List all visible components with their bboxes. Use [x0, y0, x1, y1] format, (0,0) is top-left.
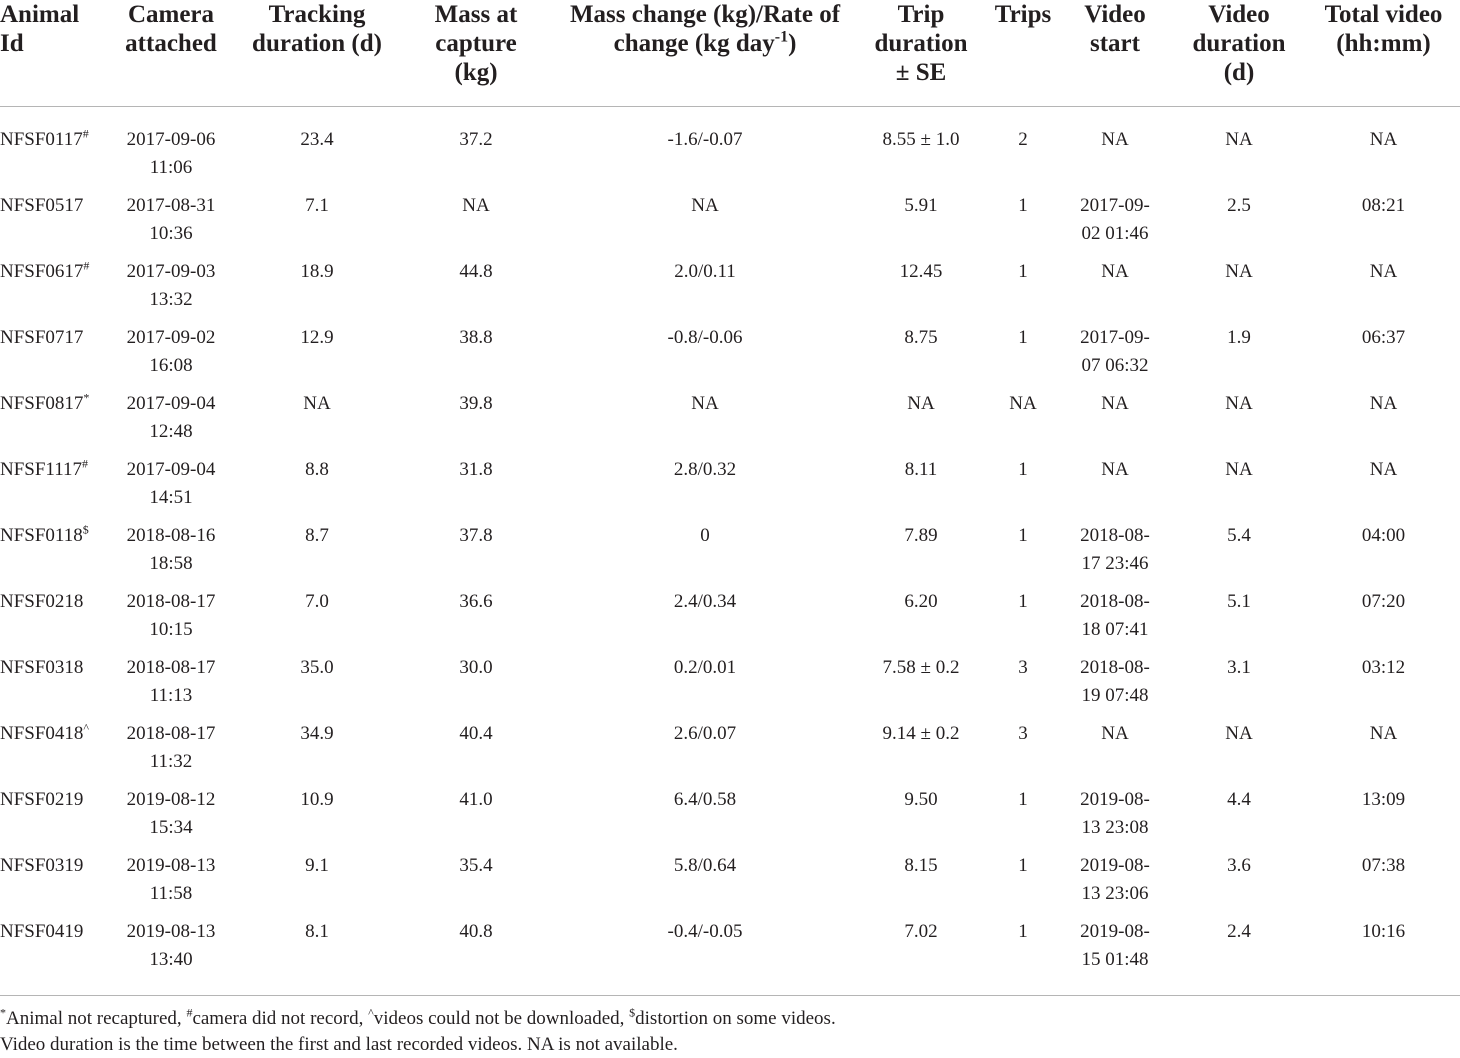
- cell-camera-attached: [105, 107, 237, 193]
- cell-video-start: [1059, 786, 1171, 852]
- cell-video-duration: NA: [1225, 459, 1253, 480]
- video-start-line: 13 23:06: [1081, 883, 1149, 904]
- cell-camera-attached: [105, 654, 237, 720]
- cell-mass-at-capture: 41.0: [459, 789, 493, 810]
- header-line: Trips: [994, 1, 1052, 28]
- header-line: Mass at: [434, 1, 518, 28]
- cell-video-duration: NA: [1225, 393, 1253, 414]
- cell-trips: 1: [1018, 855, 1028, 876]
- cell-video-start: [1059, 107, 1171, 193]
- footnote-symbol: #: [186, 1005, 193, 1020]
- cell-trip-duration: 8.11: [904, 459, 938, 480]
- cell-tracking-duration: 8.1: [305, 921, 329, 942]
- animal-id: NFSF0219: [0, 789, 84, 810]
- header-line: duration (d): [252, 30, 382, 57]
- column-header: [105, 0, 237, 107]
- video-start-line: 18 07:41: [1081, 619, 1149, 640]
- cell-animal-id: [0, 918, 105, 984]
- column-header: [1307, 0, 1460, 107]
- cell-video-duration: 3.6: [1227, 855, 1251, 876]
- video-start-line: 2018-08-: [1080, 657, 1150, 678]
- footnote-symbols: [0, 1006, 1460, 1032]
- cell-video-duration: 5.1: [1227, 591, 1251, 612]
- table-body: [0, 107, 1460, 985]
- cell-total-video: 10:16: [1361, 921, 1406, 942]
- cell-video-duration: NA: [1225, 723, 1253, 744]
- cell-mass-change: -0.8/-0.06: [667, 327, 743, 348]
- camera-date: 2018-08-16: [126, 525, 216, 546]
- cell-trip-duration: 5.91: [904, 195, 938, 216]
- table-row: [0, 852, 1460, 918]
- video-start-line: 19 07:48: [1081, 685, 1149, 706]
- cell-tracking-duration: 23.4: [300, 129, 334, 150]
- header-line: Tracking: [268, 1, 366, 28]
- cell-animal-id: [0, 258, 105, 324]
- cell-trips: 1: [1018, 789, 1028, 810]
- animal-id: NFSF0117: [0, 129, 83, 150]
- cell-trip-duration: 6.20: [904, 591, 938, 612]
- cell-trip-duration: 12.45: [899, 261, 943, 282]
- cell-camera-attached: [105, 522, 237, 588]
- cell-video-start: [1059, 918, 1171, 984]
- cell-mass-change: 2.8/0.32: [673, 459, 737, 480]
- cell-video-start: [1059, 324, 1171, 390]
- header-line: ): [788, 30, 797, 57]
- table-row: [0, 456, 1460, 522]
- cell-camera-attached: [105, 852, 237, 918]
- cell-total-video: NA: [1369, 129, 1398, 150]
- cell-mass-change: 0.2/0.01: [673, 657, 737, 678]
- camera-time: 15:34: [149, 817, 193, 838]
- cell-trip-duration: 7.89: [904, 525, 938, 546]
- video-start-line: NA: [1101, 129, 1129, 150]
- cell-animal-id: [0, 324, 105, 390]
- camera-date: 2017-09-03: [126, 261, 216, 282]
- header-line: (d): [1223, 59, 1255, 86]
- cell-camera-attached: [105, 390, 237, 456]
- camera-time: 13:32: [149, 289, 193, 310]
- cell-mass-change: 6.4/0.58: [673, 789, 737, 810]
- footnote-mark: ^: [83, 720, 90, 735]
- cell-camera-attached: [105, 786, 237, 852]
- cell-animal-id: [0, 522, 105, 588]
- cell-total-video: NA: [1369, 393, 1398, 414]
- column-header: [987, 0, 1059, 107]
- cell-trip-duration: NA: [907, 393, 935, 414]
- column-header: [1059, 0, 1171, 107]
- camera-time: 11:32: [149, 751, 193, 772]
- cell-mass-at-capture: 30.0: [459, 657, 493, 678]
- camera-time: 11:06: [149, 157, 193, 178]
- cell-total-video: 06:37: [1361, 327, 1406, 348]
- footnote-mark: #: [83, 258, 90, 273]
- header-line: ± SE: [895, 59, 947, 86]
- cell-mass-at-capture: 39.8: [459, 393, 493, 414]
- video-start-line: NA: [1101, 723, 1129, 744]
- animal-id: NFSF0517: [0, 195, 84, 216]
- cell-animal-id: [0, 588, 105, 654]
- video-start-line: NA: [1101, 261, 1129, 282]
- cell-animal-id: [0, 786, 105, 852]
- header-line: Camera: [127, 1, 215, 28]
- animal-id: NFSF0617: [0, 261, 84, 282]
- cell-mass-at-capture: 44.8: [459, 261, 493, 282]
- cell-mass-at-capture: 36.6: [459, 591, 493, 612]
- cell-tracking-duration: 7.0: [305, 591, 329, 612]
- cell-animal-id: [0, 107, 105, 193]
- camera-date: 2017-09-04: [126, 459, 216, 480]
- table-row: [0, 588, 1460, 654]
- cell-video-start: [1059, 456, 1171, 522]
- video-start-line: 15 01:48: [1081, 949, 1149, 970]
- cell-mass-at-capture: 40.8: [459, 921, 493, 942]
- cell-camera-attached: [105, 258, 237, 324]
- table-row: [0, 390, 1460, 456]
- cell-tracking-duration: 18.9: [300, 261, 334, 282]
- cell-total-video: 07:20: [1361, 591, 1406, 612]
- header-line: (kg): [454, 59, 498, 86]
- cell-mass-change: 2.6/0.07: [673, 723, 737, 744]
- video-start-line: 2017-09-: [1080, 327, 1150, 348]
- cell-video-duration: 2.5: [1227, 195, 1251, 216]
- cell-video-duration: 1.9: [1227, 327, 1251, 348]
- cell-total-video: 03:12: [1361, 657, 1406, 678]
- cell-animal-id: [0, 720, 105, 786]
- header-line: duration: [874, 30, 968, 57]
- cell-trip-duration: 9.14 ± 0.2: [882, 723, 960, 744]
- video-start-line: 2019-08-: [1080, 789, 1150, 810]
- cell-trips: 1: [1018, 921, 1028, 942]
- cell-mass-at-capture: 38.8: [459, 327, 493, 348]
- column-header: [397, 0, 555, 107]
- table-row: [0, 324, 1460, 390]
- cell-mass-change: NA: [691, 393, 719, 414]
- cell-trips: 1: [1018, 459, 1028, 480]
- cell-video-start: [1059, 192, 1171, 258]
- camera-date: 2018-08-17: [126, 657, 216, 678]
- footnote-mark: #: [82, 456, 89, 471]
- cell-camera-attached: [105, 324, 237, 390]
- camera-time: 14:51: [149, 487, 193, 508]
- cell-mass-change: 0: [700, 525, 710, 546]
- cell-tracking-duration: 8.7: [305, 525, 329, 546]
- cell-mass-at-capture: NA: [462, 195, 490, 216]
- animal-id: NFSF0817: [0, 393, 84, 414]
- header-line: Trip: [897, 1, 945, 28]
- cell-mass-at-capture: 37.2: [459, 129, 493, 150]
- cell-tracking-duration: 9.1: [305, 855, 329, 876]
- table-row: [0, 786, 1460, 852]
- table-row: [0, 192, 1460, 258]
- cell-video-duration: NA: [1225, 129, 1253, 150]
- header-line: Video: [1084, 1, 1146, 28]
- footnote-mark: #: [82, 126, 89, 141]
- cell-total-video: 08:21: [1361, 195, 1406, 216]
- cell-trips: NA: [1009, 393, 1037, 414]
- header-line: duration: [1192, 30, 1286, 57]
- cell-camera-attached: [105, 918, 237, 984]
- header-line: capture: [435, 30, 517, 57]
- camera-date: 2018-08-17: [126, 723, 216, 744]
- cell-animal-id: [0, 192, 105, 258]
- camera-time: 10:15: [149, 619, 193, 640]
- cell-camera-attached: [105, 456, 237, 522]
- header-line: Mass change (kg)/Rate of: [569, 1, 841, 28]
- cell-mass-change: 5.8/0.64: [673, 855, 737, 876]
- footnote-mark: *: [83, 390, 90, 405]
- cell-video-start: [1059, 720, 1171, 786]
- column-header: [1171, 0, 1307, 107]
- cell-tracking-duration: 34.9: [300, 723, 334, 744]
- animal-id: NFSF1117: [0, 459, 83, 480]
- column-header: [555, 0, 855, 107]
- video-start-line: 02 01:46: [1081, 223, 1149, 244]
- table-header: [0, 0, 1460, 107]
- table-row: [0, 654, 1460, 720]
- cell-trips: 2: [1018, 129, 1028, 150]
- header-line: (hh:mm): [1336, 30, 1431, 57]
- animal-id: NFSF0318: [0, 657, 84, 678]
- cell-video-start: [1059, 852, 1171, 918]
- table-row: [0, 107, 1460, 193]
- table-row: [0, 918, 1460, 984]
- cell-video-duration: 4.4: [1227, 789, 1251, 810]
- table-row: [0, 258, 1460, 324]
- footnote-text: distortion on some videos.: [635, 1008, 836, 1029]
- cell-camera-attached: [105, 192, 237, 258]
- cell-tracking-duration: NA: [303, 393, 331, 414]
- cell-total-video: 04:00: [1361, 525, 1406, 546]
- cell-total-video: 13:09: [1361, 789, 1406, 810]
- footnote-definitions: Video duration is the time between the first and last recorded videos. NA is not available.: [0, 1034, 678, 1055]
- cell-mass-change: 2.0/0.11: [674, 261, 736, 282]
- cell-tracking-duration: 10.9: [300, 789, 334, 810]
- cell-mass-change: -0.4/-0.05: [667, 921, 743, 942]
- cell-trip-duration: 9.50: [904, 789, 938, 810]
- header-superscript: -1: [774, 28, 789, 46]
- cell-trip-duration: 7.02: [904, 921, 938, 942]
- column-header: [855, 0, 987, 107]
- camera-time: 10:36: [149, 223, 193, 244]
- footnote-symbol: ^: [368, 1005, 374, 1020]
- cell-total-video: NA: [1369, 261, 1398, 282]
- video-start-line: 2018-08-: [1080, 591, 1150, 612]
- camera-date: 2019-08-13: [126, 855, 216, 876]
- cell-animal-id: [0, 654, 105, 720]
- table-footnotes: [0, 1006, 1460, 1058]
- table-row: [0, 720, 1460, 786]
- cell-trips: 1: [1018, 327, 1028, 348]
- video-start-line: NA: [1101, 459, 1129, 480]
- cell-trip-duration: 8.75: [904, 327, 938, 348]
- cell-mass-at-capture: 37.8: [459, 525, 493, 546]
- camera-time: 18:58: [149, 553, 193, 574]
- camera-date: 2018-08-17: [126, 591, 216, 612]
- video-start-line: 07 06:32: [1081, 355, 1149, 376]
- cell-video-start: [1059, 654, 1171, 720]
- footnote-symbol: $: [629, 1005, 636, 1020]
- cell-mass-change: 2.4/0.34: [673, 591, 737, 612]
- video-start-line: 2019-08-: [1080, 855, 1150, 876]
- cell-mass-at-capture: 31.8: [459, 459, 493, 480]
- table-bottom-rule: [0, 995, 1460, 996]
- animal-id: NFSF0319: [0, 855, 84, 876]
- cell-trips: 1: [1018, 525, 1028, 546]
- header-line: change (kg day: [613, 30, 775, 57]
- camera-date: 2017-09-04: [126, 393, 216, 414]
- column-header: [237, 0, 397, 107]
- footnote-text: camera did not record,: [192, 1008, 369, 1029]
- cell-trips: 3: [1018, 723, 1028, 744]
- header-line: Animal: [0, 1, 80, 28]
- cell-video-duration: NA: [1225, 261, 1253, 282]
- cell-video-duration: 2.4: [1227, 921, 1251, 942]
- camera-date: 2017-09-06: [126, 129, 216, 150]
- cell-video-start: [1059, 390, 1171, 456]
- cell-tracking-duration: 35.0: [300, 657, 334, 678]
- camera-time: 16:08: [149, 355, 193, 376]
- cell-total-video: 07:38: [1361, 855, 1406, 876]
- footnote-text: videos could not be downloaded,: [373, 1008, 630, 1029]
- cell-total-video: NA: [1369, 459, 1398, 480]
- cell-animal-id: [0, 390, 105, 456]
- camera-time: 11:58: [149, 883, 193, 904]
- footnote-text: Animal not recaptured,: [6, 1008, 187, 1029]
- footnote-symbol: *: [0, 1005, 6, 1020]
- table-row: [0, 522, 1460, 588]
- video-start-line: 13 23:08: [1081, 817, 1149, 838]
- cell-video-start: [1059, 522, 1171, 588]
- camera-time: 12:48: [149, 421, 193, 442]
- animal-id: NFSF0717: [0, 327, 84, 348]
- cell-video-start: [1059, 258, 1171, 324]
- camera-time: 13:40: [149, 949, 193, 970]
- animal-id: NFSF0419: [0, 921, 84, 942]
- camera-date: 2017-08-31: [126, 195, 216, 216]
- cell-mass-change: NA: [691, 195, 719, 216]
- animal-id: NFSF0218: [0, 591, 84, 612]
- animal-id: NFSF0418: [0, 723, 84, 744]
- video-start-line: 2017-09-: [1080, 195, 1150, 216]
- header-line: Total video: [1324, 1, 1443, 28]
- header-line: Id: [0, 30, 24, 57]
- column-header: [0, 0, 105, 107]
- cell-mass-change: -1.6/-0.07: [667, 129, 743, 150]
- cell-video-duration: 3.1: [1227, 657, 1251, 678]
- cell-video-duration: 5.4: [1227, 525, 1251, 546]
- camera-date: 2017-09-02: [126, 327, 216, 348]
- cell-camera-attached: [105, 720, 237, 786]
- cell-trip-duration: 7.58 ± 0.2: [882, 657, 960, 678]
- camera-date: 2019-08-12: [126, 789, 216, 810]
- cell-mass-at-capture: 40.4: [459, 723, 493, 744]
- cell-total-video: NA: [1369, 723, 1398, 744]
- cell-mass-at-capture: 35.4: [459, 855, 493, 876]
- cell-tracking-duration: 8.8: [305, 459, 329, 480]
- cell-camera-attached: [105, 588, 237, 654]
- cell-tracking-duration: 12.9: [300, 327, 334, 348]
- header-line: attached: [125, 30, 217, 57]
- header-line: start: [1090, 30, 1140, 57]
- cell-trips: 3: [1018, 657, 1028, 678]
- video-start-line: 2018-08-: [1080, 525, 1150, 546]
- cell-video-start: [1059, 588, 1171, 654]
- video-start-line: NA: [1101, 393, 1129, 414]
- video-start-line: 17 23:46: [1081, 553, 1149, 574]
- cell-trip-duration: 8.55 ± 1.0: [882, 129, 960, 150]
- cell-tracking-duration: 7.1: [305, 195, 329, 216]
- footnote-mark: $: [82, 522, 89, 537]
- camera-date: 2019-08-13: [126, 921, 216, 942]
- cell-trip-duration: 8.15: [904, 855, 938, 876]
- video-start-line: 2019-08-: [1080, 921, 1150, 942]
- header-line: Video: [1208, 1, 1270, 28]
- cell-trips: 1: [1018, 591, 1028, 612]
- animal-id: NFSF0118: [0, 525, 83, 546]
- cell-animal-id: [0, 456, 105, 522]
- cell-trips: 1: [1018, 195, 1028, 216]
- cell-animal-id: [0, 852, 105, 918]
- cell-trips: 1: [1018, 261, 1028, 282]
- camera-time: 11:13: [149, 685, 193, 706]
